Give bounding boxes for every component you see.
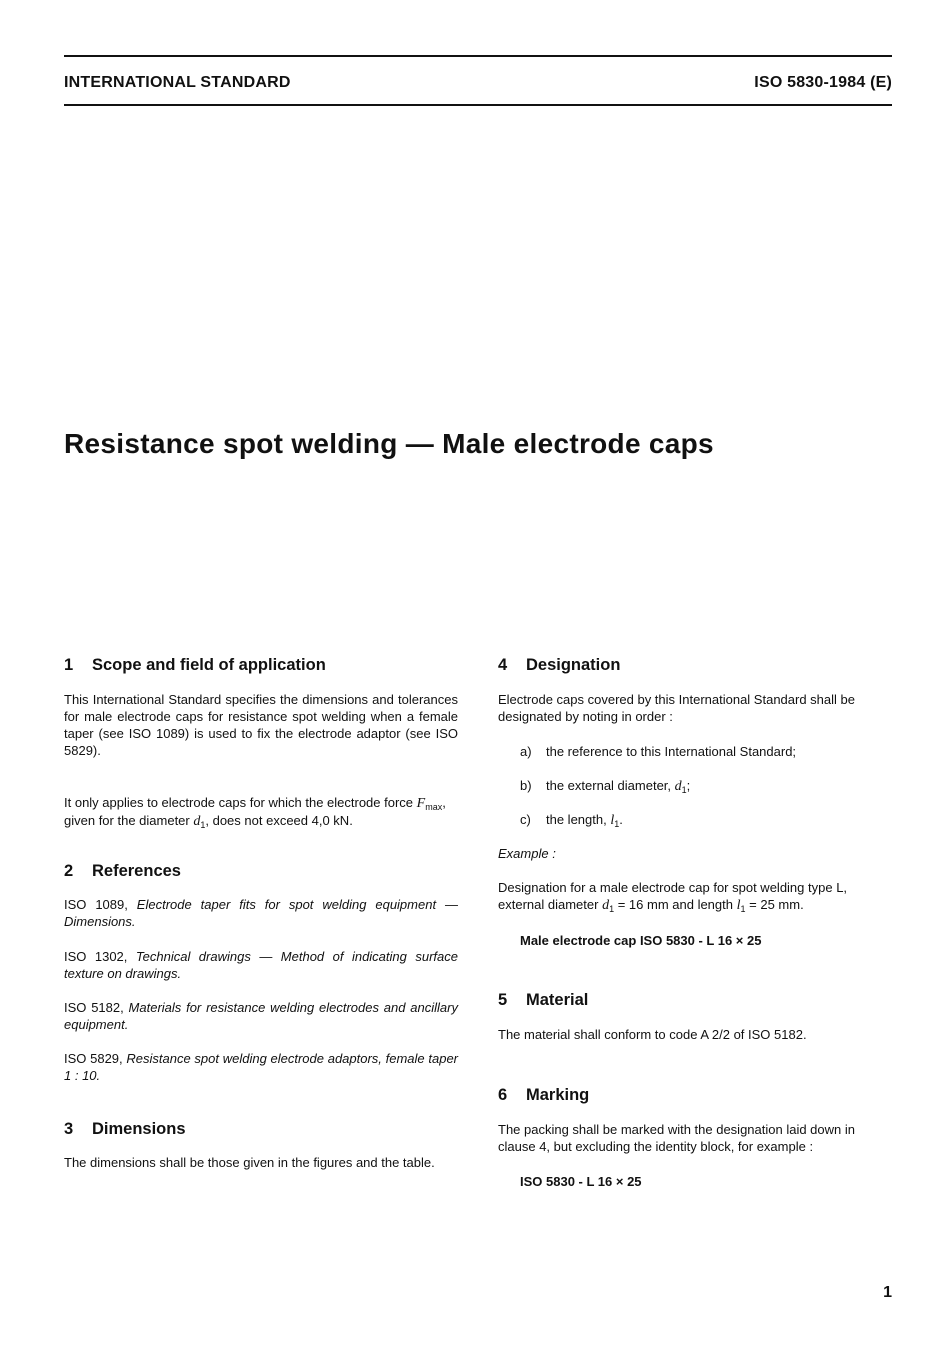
section-2 bbox=[64, 861, 459, 1083]
list-item: c) the length, $l_1$. bbox=[520, 812, 623, 829]
page-title: Resistance spot welding — Male electrode caps bbox=[64, 428, 714, 459]
example-paragraph: Designation for a male electrode cap for spot welding type L, external diameter $d_1 = 16$ mm and length $l_1 = 25$ mm. bbox=[498, 880, 848, 914]
header-right: ISO 5830-1984 (E) bbox=[754, 74, 892, 91]
reference-item: ISO 5829, Resistance spot welding electrode adaptors, female taper 1 : 10. bbox=[64, 1051, 459, 1083]
section-number: 5 bbox=[498, 991, 508, 1009]
section-3 bbox=[64, 1119, 458, 1170]
section-6-heading bbox=[498, 1085, 892, 1105]
section-5-paragraph: The material shall conform to code A 2/2 of ISO 5182. bbox=[498, 1027, 807, 1042]
section-5-heading bbox=[498, 990, 892, 1010]
section-5 bbox=[498, 990, 892, 1042]
section-number: 4 bbox=[498, 656, 508, 674]
reference-item: ISO 5182, Materials for resistance welding electrodes and ancillary equipment. bbox=[64, 1000, 458, 1032]
example-designation: Male electrode cap ISO 5830 - L 16 × 25 bbox=[520, 933, 762, 948]
list-item: b) the external diameter, $d_1$; bbox=[520, 778, 691, 795]
section-3-paragraph: The dimensions shall be those given in the figures and the table. bbox=[64, 1155, 435, 1170]
section-title: Scope and field of application bbox=[92, 656, 326, 674]
reference-item: ISO 1089, Electrode taper fits for spot welding equipment — Dimensions. bbox=[64, 897, 458, 929]
section-title: Dimensions bbox=[92, 1120, 186, 1138]
section-number: 6 bbox=[498, 1086, 508, 1104]
section-2-heading bbox=[64, 861, 458, 881]
section-number: 2 bbox=[64, 862, 74, 880]
section-1-paragraph-1: This International Standard specifies the dimensions and tolerances for male electrode caps for resistance spot welding when a female taper (see ISO 1089) is used to fix the electrode adaptor (see ISO 5829). bbox=[64, 692, 458, 758]
section-number: 3 bbox=[64, 1120, 74, 1138]
section-title: References bbox=[92, 862, 181, 880]
header-left: INTERNATIONAL STANDARD bbox=[64, 74, 291, 91]
page-number: 1 bbox=[883, 1284, 892, 1301]
section-4-heading bbox=[498, 655, 892, 675]
section-title: Marking bbox=[526, 1086, 590, 1104]
reference-item: ISO 1302, Technical drawings — Method of indicating surface texture on drawings. bbox=[64, 949, 458, 981]
marking-example: ISO 5830 - L 16 × 25 bbox=[520, 1174, 642, 1189]
section-4 bbox=[498, 655, 892, 948]
section-1 bbox=[64, 655, 458, 830]
section-1-heading bbox=[64, 655, 458, 675]
section-6 bbox=[498, 1085, 892, 1189]
header-bottom-rule bbox=[64, 104, 892, 106]
section-title: Designation bbox=[526, 656, 621, 674]
header-top-rule bbox=[64, 55, 892, 57]
section-number: 1 bbox=[64, 656, 74, 674]
example-label: Example : bbox=[498, 846, 556, 861]
right-column bbox=[498, 655, 892, 1215]
section-title: Material bbox=[526, 991, 589, 1009]
left-column bbox=[64, 655, 458, 1215]
section-4-paragraph: Electrode caps covered by this International Standard shall be designated by noting in order : bbox=[498, 692, 855, 724]
list-item: a) the reference to this International Standard; bbox=[520, 744, 797, 759]
section-3-heading bbox=[64, 1119, 458, 1139]
section-6-paragraph: The packing shall be marked with the designation laid down in clause 4, but excluding the identity block, for example : bbox=[498, 1122, 855, 1154]
section-1-paragraph-2: It only applies to electrode caps for which the electrode force $F_{max}$, given for the diameter $d_1$, does not exceed 4,0 kN. bbox=[64, 795, 446, 830]
